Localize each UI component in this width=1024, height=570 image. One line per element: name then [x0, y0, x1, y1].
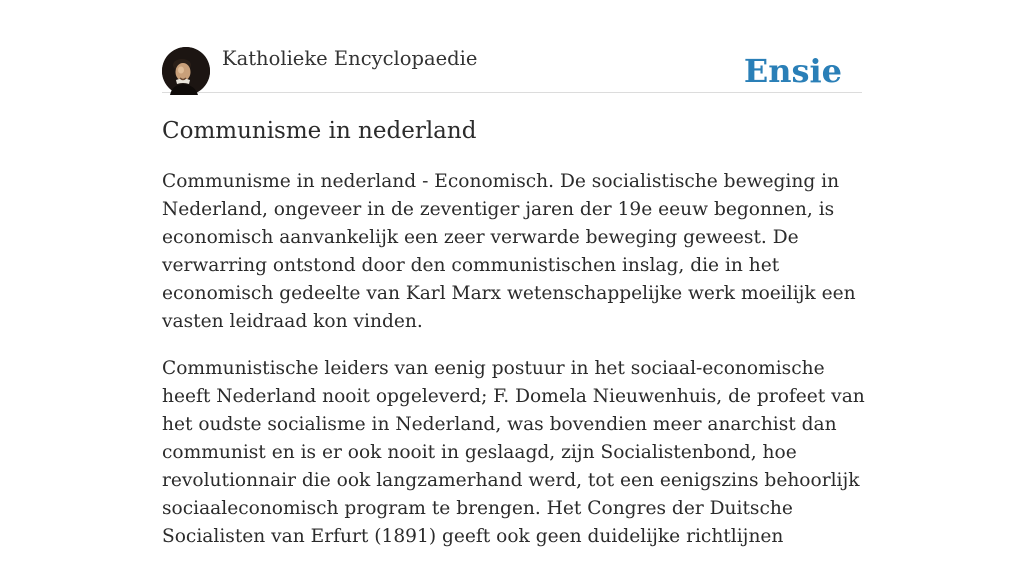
- brand-logo[interactable]: Ensie: [743, 52, 842, 90]
- portrait-avatar-icon-svg: [162, 47, 210, 95]
- article-paragraph: Communisme in nederland - Economisch. De socialistische beweging in Nederland, ongeveer in de zeventiger jaren der 19e eeuw begonnen, is economisch aanvankelijk een zeer verwarde beweging geweest. De verwarring ontstond door den communistischen inslag, die in het economisch gedeelte van Karl Marx wetenschappelijke werk moeilijk een vasten leidraad kon vinden.: [162, 171, 856, 332]
- article-body: [162, 168, 867, 570]
- site-name[interactable]: Katholieke Encyclopaedie: [222, 47, 478, 70]
- article-paragraph: Communistische leiders van eenig postuur in het sociaal-economische heeft Nederland nooit opgeleverd; F. Domela Nieuwenhuis, de profeet van het oudste socialisme in Nederland, was bovendien meer anarchist dan communist en is er ook nooit in geslaagd, zijn Socialistenbond, hoe revolutionnair die ook langzamerhand werd, tot een eenigszins behoorlijk sociaaleconomisch program te brengen. Het Congres der Duitsche Socialisten van Erfurt (1891) geeft ook geen duidelijke richtlijnen: [162, 358, 865, 547]
- site-header: [162, 46, 862, 93]
- page-title: Communisme in nederland: [162, 118, 477, 144]
- portrait-avatar-icon[interactable]: [162, 47, 210, 95]
